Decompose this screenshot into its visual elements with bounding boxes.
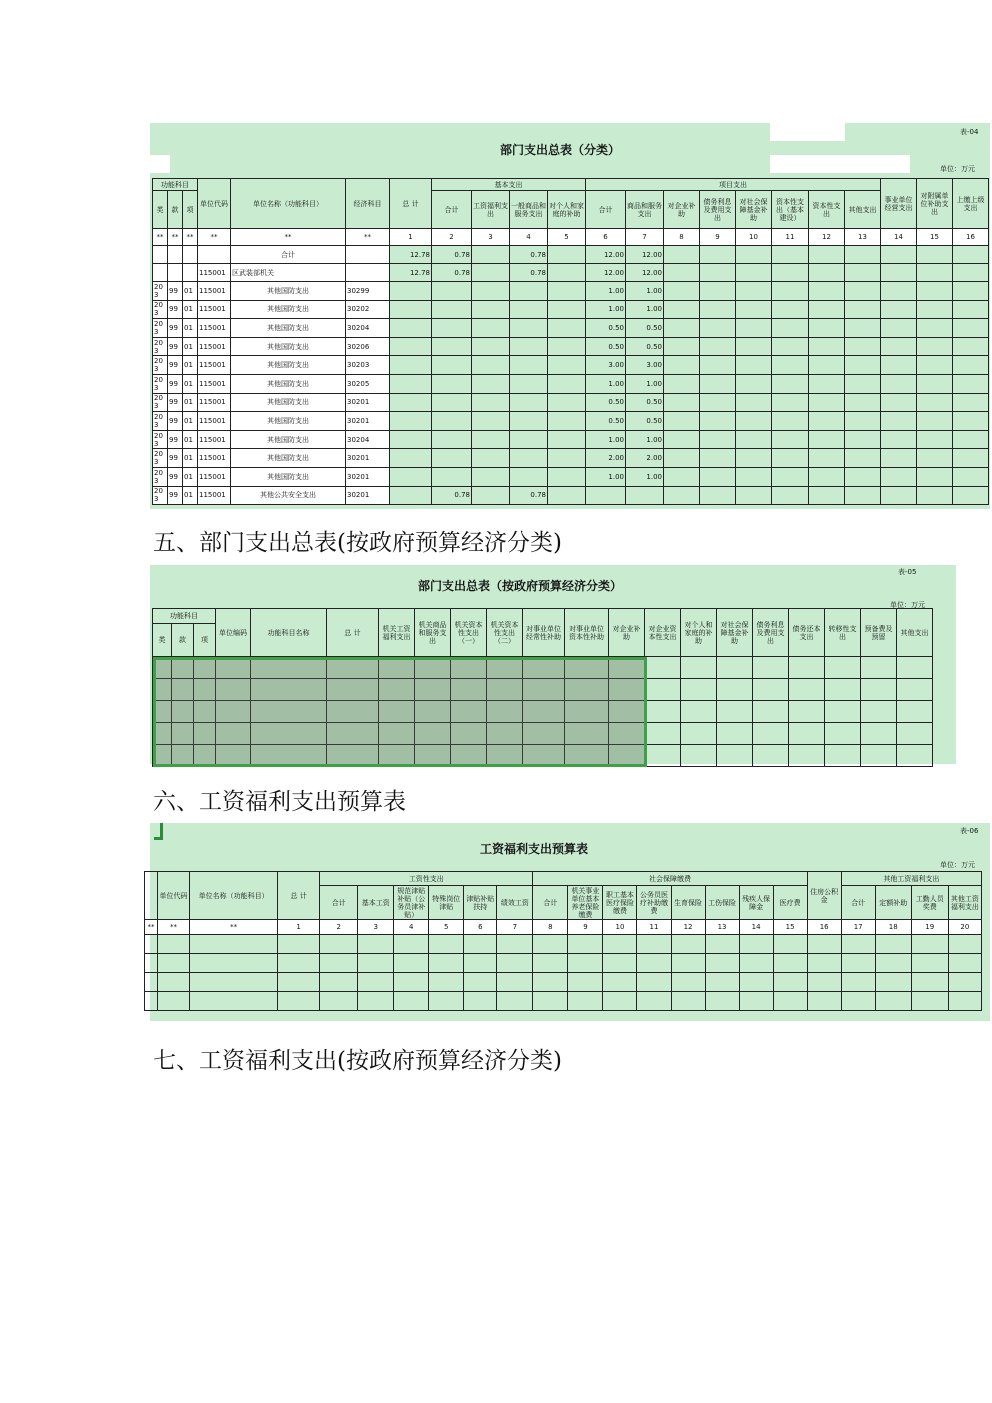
t5-hdr-gongneng: 功能科目	[153, 609, 216, 624]
table-row: 203 99 01 115001 其他国防支出 30205 1.00 1.00	[153, 374, 989, 393]
table-row: 203 99 01 115001 其他国防支出 30202 1.00 1.00	[153, 300, 989, 319]
table-05-title: 部门支出总表（按政府预算经济分类）	[418, 579, 623, 593]
hdr-jingji-kemu: 经济科目	[346, 179, 390, 229]
t6-hdr-shehui: 社会保障缴费	[533, 872, 807, 886]
hdr-ziben-jiben: 资本性支出（基本建设）	[772, 191, 809, 229]
table-04-grid	[152, 178, 989, 505]
table-row: 203 99 01 115001 其他国防支出 30204 1.00 1.00	[153, 430, 989, 449]
hdr-shehui: 对社会保障基金补助	[736, 191, 772, 229]
hdr-xiang: 项	[183, 191, 198, 229]
table-06-body	[145, 920, 982, 1011]
heading-section-7: 七、工资福利支出(按政府预算经济分类)	[153, 1048, 562, 1074]
hdr-danwei-mingcheng: 单位名称（功能科目）	[231, 179, 346, 229]
corner-mark-icon	[154, 823, 163, 840]
table-04-sheet	[150, 123, 990, 509]
hdr-zongji: 总 计	[390, 179, 432, 229]
table-row: 203 99 01 115001 其他国防支出 30201 0.50 0.50	[153, 412, 989, 431]
t6-hdr-gongzixing: 工资性支出	[320, 872, 533, 886]
t5-hdr-danwei-bianma: 单位编码	[216, 609, 251, 657]
table-05-number: 表-05	[898, 568, 917, 576]
table-06-number: 表-06	[960, 827, 979, 835]
hdr-fudai: 对附属单位补助支出	[917, 179, 953, 229]
table-row	[145, 954, 982, 973]
hdr-xiangmu: 项目支出	[586, 179, 881, 191]
table-06-marker-row: ** ** ** 1 2 3 4 5 6 7 8 9 10 11 12 13 14 15 16 17 18 19 20	[145, 920, 982, 935]
table-04-body	[153, 282, 989, 505]
hdr-heji-a: 合计	[432, 191, 472, 229]
table-04-unit: 单位：万元	[940, 165, 975, 173]
table-05-grid: 功能科目 单位编码 功能科目名称 总 计 机关工资福利支出 机关商品和服务支出 机关资本性支出（一） 机关资本性支出（二） 对事业单位经常性补助 对事业单位资本性补助 对企业补助 对企业资本性支出 对个人和家庭的补助 对社会保障基金补助 债务利息及费用支出 债务还本支出 转移性支出 预备费及预留 其他支出 类 款 项	[152, 608, 933, 767]
table-row	[145, 973, 982, 992]
hdr-zhaiwu: 债务利息及费用支出	[700, 191, 736, 229]
hdr-shangjiao: 上缴上级支出	[953, 179, 989, 229]
hdr-lei: 类	[153, 191, 168, 229]
table-06-title: 工资福利支出预算表	[480, 842, 589, 856]
table-04-number: 表-04	[960, 128, 979, 136]
table-05-sheet	[150, 565, 956, 764]
t5-hdr-zongji: 总 计	[327, 609, 379, 657]
table-row: 203 99 01 115001 其他国防支出 30299 1.00 1.00	[153, 282, 989, 301]
table-06-grid: 单位代码 单位名称（功能科目） 总 计 工资性支出 社会保障缴费 住房公积金 其他工资福利支出 合计 基本工资 规范津贴补贴（公务员津补贴） 特殊岗位津贴 津贴补贴扶持 绩效工资 合计 机关事业单位基本养老保险缴费 职工基本医疗保险缴费 公务员医疗补助缴费 生育保险 工伤保险 残疾人保障金 医疗费 合计 定额补助 工勤人员奖费 其他工资福利支出 ** ** ** 1 2 3 4 5 6 7 8 9 10 11 12 13 14 15 16 17 18 19 20	[144, 871, 982, 1011]
table-04-total-row: 合计 12.78 0.78 0.78 12.00 12.00	[153, 246, 989, 264]
table-05-unit: 单位：万元	[890, 601, 925, 609]
table-row: 203 99 01 115001 其他国防支出 30204 0.50 0.50	[153, 319, 989, 338]
table-04-title: 部门支出总表（分类）	[500, 143, 621, 157]
heading-section-6: 六、工资福利支出预算表	[153, 789, 406, 815]
hdr-shiye: 事业单位经营支出	[881, 179, 917, 229]
heading-section-5: 五、部门支出总表(按政府预算经济分类)	[153, 530, 562, 556]
hdr-duigeren: 对个人和家庭的补助	[548, 191, 586, 229]
table-row: 203 99 01 115001 其他国防支出 30201 1.00 1.00	[153, 467, 989, 486]
table-06-unit: 单位：万元	[940, 861, 975, 869]
selection-highlight[interactable]	[153, 657, 647, 767]
t6-hdr-danwei-daima: 单位代码	[158, 872, 190, 920]
table-row	[145, 935, 982, 954]
table-row: 203 99 01 115001 其他国防支出 30201 2.00 2.00	[153, 449, 989, 468]
hdr-jiben: 基本支出	[432, 179, 586, 191]
t6-hdr-qita: 其他工资福利支出	[841, 872, 981, 886]
hdr-gongzi: 工资福利支出	[472, 191, 510, 229]
hdr-heji-b: 合计	[586, 191, 626, 229]
t5-hdr-gongneng-mingcheng: 功能科目名称	[251, 609, 327, 657]
t6-hdr-danwei-mingcheng: 单位名称（功能科目）	[190, 872, 278, 920]
hdr-danwei-daima: 单位代码	[198, 179, 231, 229]
hdr-yiban: 一般商品和服务支出	[510, 191, 548, 229]
hdr-shangpin: 商品和服务支出	[626, 191, 664, 229]
table-04-marker-row: ** ** ** ** ** ** 1 2 3 4 5 6 7 8 9 10 11 12 13 14 15 16	[153, 229, 989, 246]
table-row: 203 99 01 115001 其他国防支出 30201 0.50 0.50	[153, 393, 989, 412]
table-row	[145, 992, 982, 1011]
t6-hdr-zongji: 总 计	[278, 872, 320, 920]
table-row: 203 99 01 115001 其他国防支出 30206 0.50 0.50	[153, 337, 989, 356]
hdr-qita: 其他支出	[845, 191, 881, 229]
hdr-gongneng-kemu: 功能科目	[153, 179, 198, 191]
hdr-kuan: 款	[168, 191, 183, 229]
table-row: 203 99 01 115001 其他国防支出 30203 3.00 3.00	[153, 356, 989, 375]
table-06-sheet	[147, 823, 990, 1021]
table-row: 203 99 01 115001 其他公共安全支出 30201 0.78 0.78	[153, 486, 989, 505]
table-04-unit-row: 115001 区武装部机关 12.78 0.78 0.78 12.00 12.00	[153, 264, 989, 282]
hdr-ziben: 资本性支出	[809, 191, 845, 229]
hdr-duiqiye: 对企业补助	[664, 191, 700, 229]
t6-hdr-zhufang: 住房公积金	[807, 872, 841, 920]
